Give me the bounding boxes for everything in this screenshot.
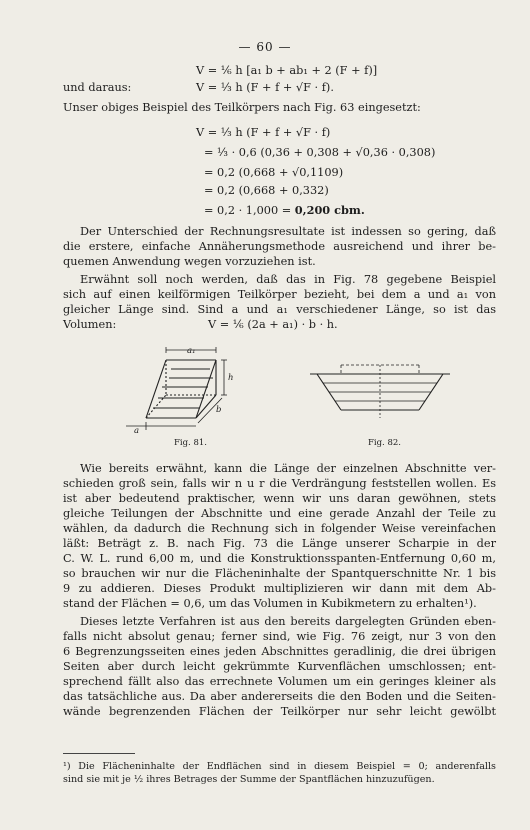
calc-line-5 bbox=[204, 203, 365, 218]
para4-line-7: wände begrenzenden Flächen der Teilkörper nur sehr leicht gewölbt bbox=[63, 705, 496, 718]
fig81-label-a: a bbox=[134, 426, 140, 436]
calc-line-1: V = ⅓ h (F + f + √F · f) bbox=[196, 126, 331, 139]
para3-line-8: so brauchen wir nur die Flächeninhalte der Spantquerschnitte Nr. 1 bis bbox=[63, 567, 496, 580]
fig81-label-a1: a₁ bbox=[187, 346, 196, 356]
para1-line-3: quemen Anwendung wegen vorzuziehen ist. bbox=[63, 255, 316, 268]
para1-line-1: Der Unterschied der Rechnungsresultate ist indessen so gering, daß bbox=[80, 225, 496, 238]
footnote-rule bbox=[63, 753, 135, 754]
figure-82-cross-section bbox=[305, 352, 455, 432]
para3-line-2: schieden groß sein, falls wir n u r die Verdrängung feststellen wollen. Es bbox=[63, 477, 496, 490]
fig82-caption: Fig. 82. bbox=[368, 438, 401, 448]
formula-volume-wedge: V = ⅙ (2a + a₁) · b · h. bbox=[208, 318, 338, 331]
fig81-label-h: h bbox=[228, 373, 234, 383]
para3-line-1: Wie bereits erwähnt, kann die Länge der einzelnen Abschnitte ver- bbox=[80, 462, 496, 475]
para4-line-2: falls nicht absolut genau; ferner sind, wie Fig. 76 zeigt, nur 3 von den bbox=[63, 630, 496, 643]
calc-line-5-text: = 0,2 · 1,000 = bbox=[204, 204, 295, 217]
fig81-label-b: b bbox=[216, 405, 222, 415]
figure-81-wedge bbox=[118, 340, 278, 438]
fig81-caption: Fig. 81. bbox=[174, 438, 207, 448]
para3-line-6: läßt: Beträgt z. B. nach Fig. 73 die Länge unserer Scharpie in der bbox=[63, 537, 496, 550]
und-daraus-label: und daraus: bbox=[63, 81, 132, 94]
para4-line-4: Seiten aber durch leicht gekrümmte Kurvenflächen umschlossen; ent- bbox=[63, 660, 496, 673]
para4-line-1: Dieses letzte Verfahren ist aus den bereits dargelegten Gründen eben- bbox=[80, 615, 496, 628]
para2-line-3: gleicher Länge sind. Sind a und a₁ verschiedener Länge, so ist das bbox=[63, 303, 496, 316]
para3-line-10: stand der Flächen = 0,6, um das Volumen in Kubikmetern zu erhalten¹). bbox=[63, 597, 477, 610]
formula-volume-general: V = ⅙ h [a₁ b + ab₁ + 2 (F + f)] bbox=[196, 64, 378, 77]
para3-line-7: C. W. L. rund 6,00 m, und die Konstruktionsspanten-Entfernung 0,60 m, bbox=[63, 552, 496, 565]
para1-line-2: die erstere, einfache Annäherungsmethode ausreichend und ihrer be- bbox=[63, 240, 496, 253]
volumen-label: Volumen: bbox=[63, 318, 117, 331]
calc-line-2: = ⅓ · 0,6 (0,36 + 0,308 + √0,36 · 0,308) bbox=[204, 146, 436, 159]
para2-line-1: Erwähnt soll noch werden, daß das in Fig. 78 gegebene Beispiel bbox=[80, 273, 496, 286]
calc-line-3: = 0,2 (0,668 + √0,1109) bbox=[204, 166, 344, 179]
footnote-line-2: sind sie mit je ½ ihres Betrages der Summe der Spantflächen hinzuzufügen. bbox=[63, 774, 435, 785]
para4-line-6: das tatsächliche aus. Da aber andererseits die den Boden und die Seiten- bbox=[63, 690, 496, 703]
para3-line-5: wählen, da dadurch die Rechnung sich in folgender Weise vereinfachen bbox=[63, 522, 496, 535]
para3-line-9: 9 zu addieren. Dieses Produkt multiplizieren wir dann mit dem Ab- bbox=[63, 582, 496, 595]
calc-line-4: = 0,2 (0,668 + 0,332) bbox=[204, 184, 329, 197]
para4-line-3: 6 Begrenzungsseiten eines jeden Abschnittes geradlinig, die drei übrigen bbox=[63, 645, 496, 658]
intro-line: Unser obiges Beispiel des Teilkörpers nach Fig. 63 eingesetzt: bbox=[63, 101, 421, 114]
para3-line-4: gleiche Teilungen der Abschnitte und eine gerade Anzahl der Teile zu bbox=[63, 507, 496, 520]
formula-volume-simplified: V = ⅓ h (F + f + √F · f). bbox=[196, 81, 334, 94]
calc-result: 0,200 cbm. bbox=[294, 203, 365, 217]
para3-line-3: ist aber bedeutend praktischer, wenn wir uns daran gewöhnen, stets bbox=[63, 492, 496, 505]
para2-line-2: sich auf einen keilförmigen Teilkörper bezieht, bei dem a und a₁ von bbox=[63, 288, 496, 301]
para4-line-5: sprechend fällt also das errechnete Volumen um ein geringes kleiner als bbox=[63, 675, 496, 688]
footnote-line-1: ¹) Die Flächeninhalte der Endflächen sind in diesem Beispiel = 0; anderenfalls bbox=[63, 761, 496, 772]
page-number: — 60 — bbox=[238, 40, 292, 54]
